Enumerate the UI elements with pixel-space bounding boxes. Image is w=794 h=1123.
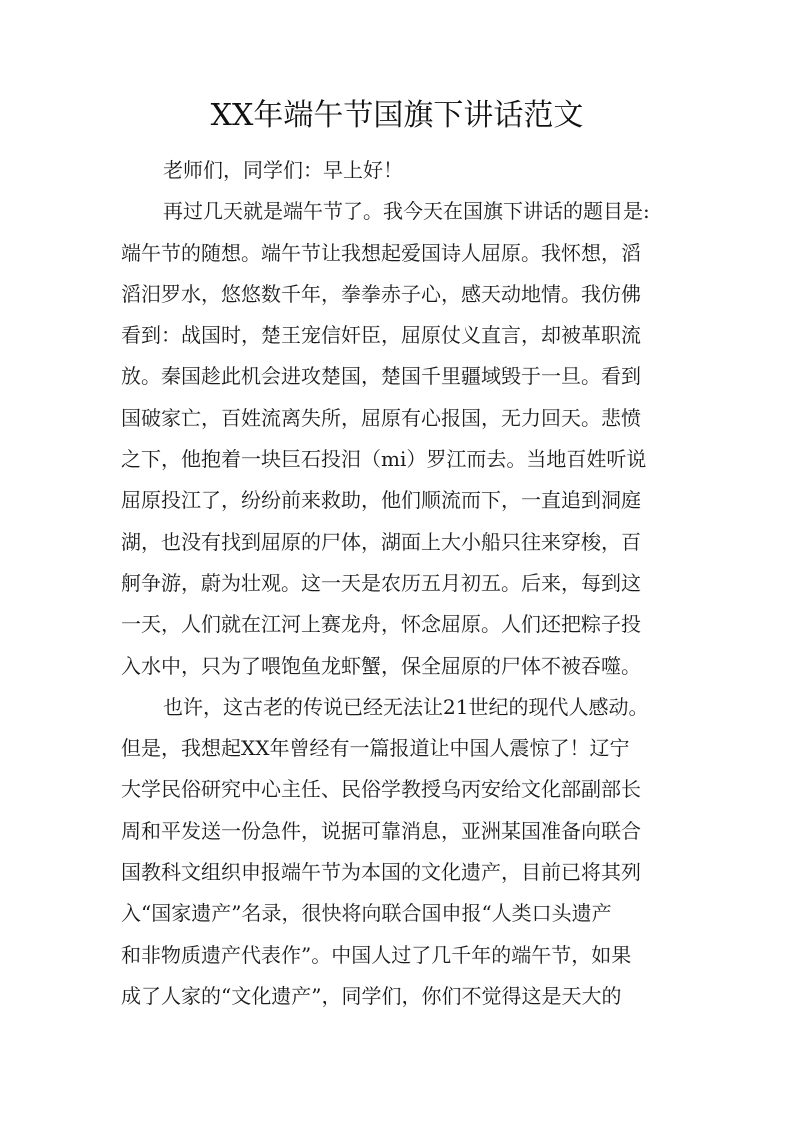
document-body [121,150,681,1017]
paragraph-line: 国教科文组织申报端午节为本国的文化遗产，目前已将其列 [121,860,641,885]
greeting-line: 老师们，同学们：早上好！ [163,158,403,182]
paragraph-line: 也许，这古老的传说已经无法让21世纪的现代人感动。 [163,694,649,719]
document-title: XX年端午节国旗下讲话范文 [210,98,584,133]
paragraph-line: 滔汨罗水，悠悠数千年，拳拳赤子心，感天动地情。我仿佛 [121,281,641,306]
paragraph-line: 再过几天就是端午节了。我今天在国旗下讲话的题目是: [163,199,650,224]
paragraph-line: 周和平发送一份急件，说据可靠消息，亚洲某国准备向联合 [121,818,641,843]
paragraph-line: 入水中，只为了喂饱鱼龙虾蟹，保全屈原的尸体不被吞噬。 [121,653,641,678]
paragraph-line: 屈原投江了，纷纷前来救助，他们顺流而下，一直追到洞庭 [121,488,641,513]
paragraph-line: 看到：战国时，楚王宠信奸臣，屈原仗义直言，却被革职流 [121,323,641,348]
paragraph-line: 湖，也没有找到屈原的尸体，湖面上大小船只往来穿梭，百 [121,529,641,554]
paragraph-line: 舸争游，蔚为壮观。这一天是农历五月初五。后来，每到这 [121,570,641,595]
paragraph-line: 一天，人们就在江河上赛龙舟，怀念屈原。人们还把粽子投 [121,612,641,637]
paragraph-line: 国破家亡，百姓流离失所，屈原有心报国，无力回天。悲愤 [121,405,641,430]
paragraph-line: 端午节的随想。端午节让我想起爱国诗人屈原。我怀想，滔 [121,240,641,265]
paragraph-line: 但是，我想起XX年曾经有一篇报道让中国人震惊了！辽宁 [121,736,630,761]
paragraph-line: 成了人家的“文化遗产”，同学们，你们不觉得这是天大的 [121,983,622,1008]
paragraph-line: 入“国家遗产”名录，很快将向联合国申报“人类口头遗产 [121,901,612,926]
paragraph-line: 大学民俗研究中心主任、民俗学教授乌丙安给文化部副部长 [121,777,641,802]
paragraph-line: 之下，他抱着一块巨石投汨（mi）罗江而去。当地百姓听说 [121,447,647,472]
paragraph-line: 放。秦国趁此机会进攻楚国，楚国千里疆域毁于一旦。看到 [121,364,641,389]
paragraph-line: 和非物质遗产代表作”。中国人过了几千年的端午节，如果 [121,942,632,967]
